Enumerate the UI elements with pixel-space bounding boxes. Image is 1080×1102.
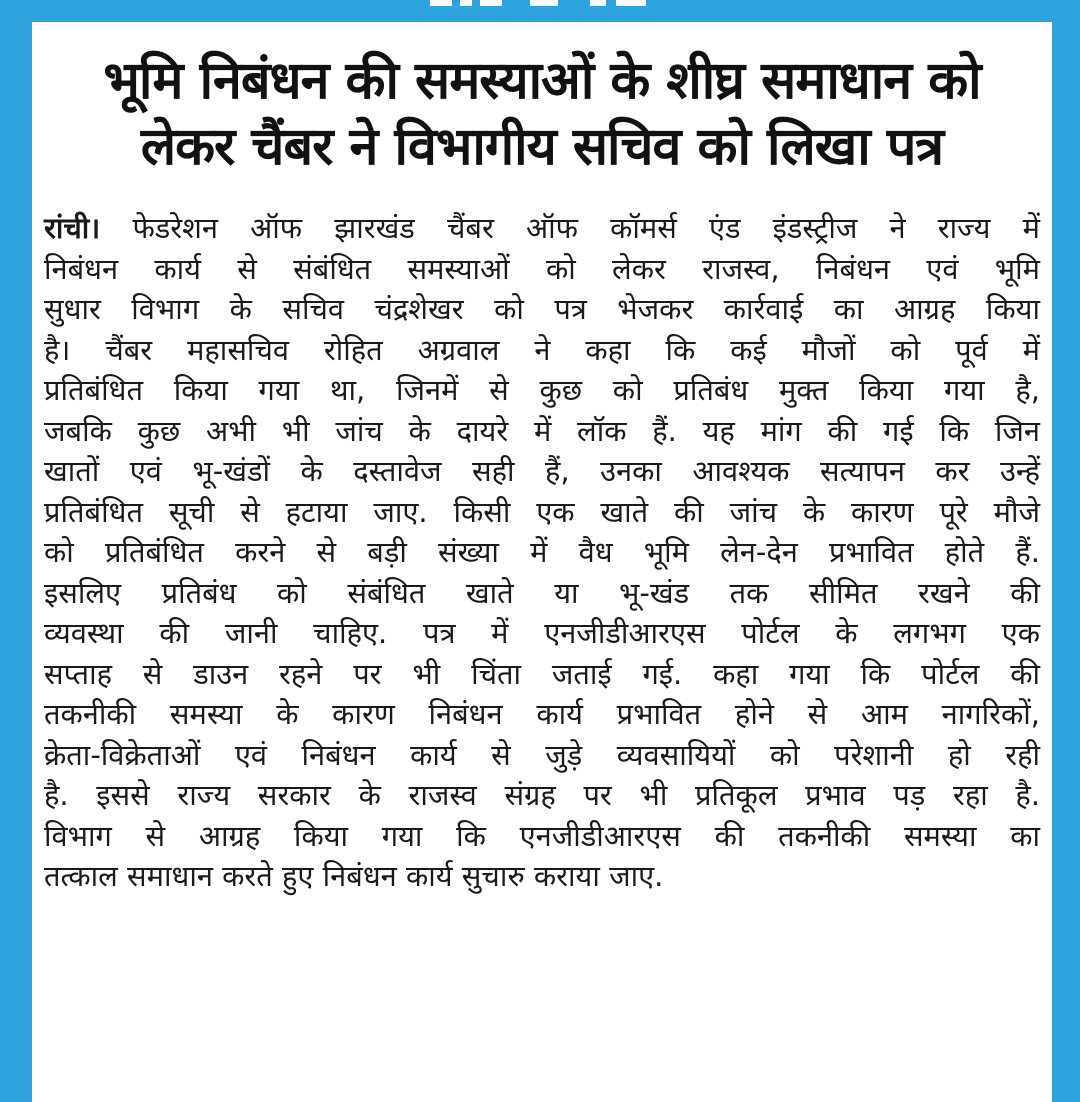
top-border bbox=[0, 0, 1080, 22]
body-line: प्रतिबंधित किया गया था, जिनमें से कुछ को प्रतिबंध मुक्त किया गया है, bbox=[44, 373, 1040, 407]
body-line: क्रेता-विक्रेताओं एवं निबंधन कार्य से जुड़े व्यवसायियों को परेशानी हो रही bbox=[44, 737, 1040, 772]
cropped-heading-marks bbox=[420, 0, 660, 8]
body-line: को प्रतिबंधित करने से बड़ी संख्या में वैध भूमि लेन-देन प्रभावित होते हैं. bbox=[44, 535, 1040, 569]
right-border bbox=[1052, 0, 1080, 1102]
body-line: सुधार विभाग के सचिव चंद्रशेखर को पत्र भेजकर कार्रवाई का आग्रह किया bbox=[44, 292, 1040, 326]
body-line: जबकि कुछ अभी भी जांच के दायरे में लॉक हैं. यह मांग की गई कि जिन bbox=[44, 413, 1040, 448]
body-line: तत्काल समाधान करते हुए निबंधन कार्य सुचारु कराया जाए. bbox=[44, 859, 664, 893]
body-line-text: फेडरेशन ऑफ झारखंड चैंबर ऑफ कॉमर्स एंड इंडस्ट्रीज ने राज्य में bbox=[132, 211, 1040, 245]
body-line: है. इससे राज्य सरकार के राजस्व संग्रह पर भी प्रतिकूल प्रभाव पड़ रहा है. bbox=[44, 778, 1040, 812]
headline-line-2: लेकर चैंबर ने विभागीय सचिव को लिखा पत्र bbox=[140, 117, 944, 177]
body-line: विभाग से आग्रह किया गया कि एनजीडीआरएस की तकनीकी समस्या का bbox=[44, 818, 1040, 853]
dateline: रांची। bbox=[44, 211, 101, 245]
article-panel bbox=[32, 22, 1052, 1102]
body-line: इसलिए प्रतिबंध को संबंधित खाते या भू-खंड तक सीमित रखने की bbox=[44, 575, 1040, 610]
headline bbox=[32, 48, 1052, 180]
body-line: व्यवस्था की जानी चाहिए. पत्र में एनजीडीआरएस पोर्टल के लगभग एक bbox=[44, 616, 1040, 650]
body-line: प्रतिबंधित सूची से हटाया जाए. किसी एक खाते की जांच के कारण पूरे मौजे bbox=[44, 494, 1040, 529]
body-line: तकनीकी समस्या के कारण निबंधन कार्य प्रभावित होने से आम नागरिकों, bbox=[44, 697, 1040, 731]
article-body bbox=[44, 208, 1040, 897]
body-line: है। चैंबर महासचिव रोहित अग्रवाल ने कहा कि कई मौजों को पूर्व में bbox=[44, 332, 1040, 367]
body-line bbox=[44, 208, 1040, 249]
body-line: सप्ताह से डाउन रहने पर भी चिंता जताई गई. कहा गया कि पोर्टल की bbox=[44, 656, 1040, 691]
left-border bbox=[0, 0, 32, 1102]
body-line: निबंधन कार्य से संबंधित समस्याओं को लेकर राजस्व, निबंधन एवं भूमि bbox=[44, 251, 1040, 286]
headline-line-1: भूमि निबंधन की समस्याओं के शीघ्र समाधान को bbox=[103, 51, 981, 111]
body-line: खातों एवं भू-खंडों के दस्तावेज सही हैं, उनका आवश्यक सत्यापन कर उन्हें bbox=[44, 454, 1040, 488]
